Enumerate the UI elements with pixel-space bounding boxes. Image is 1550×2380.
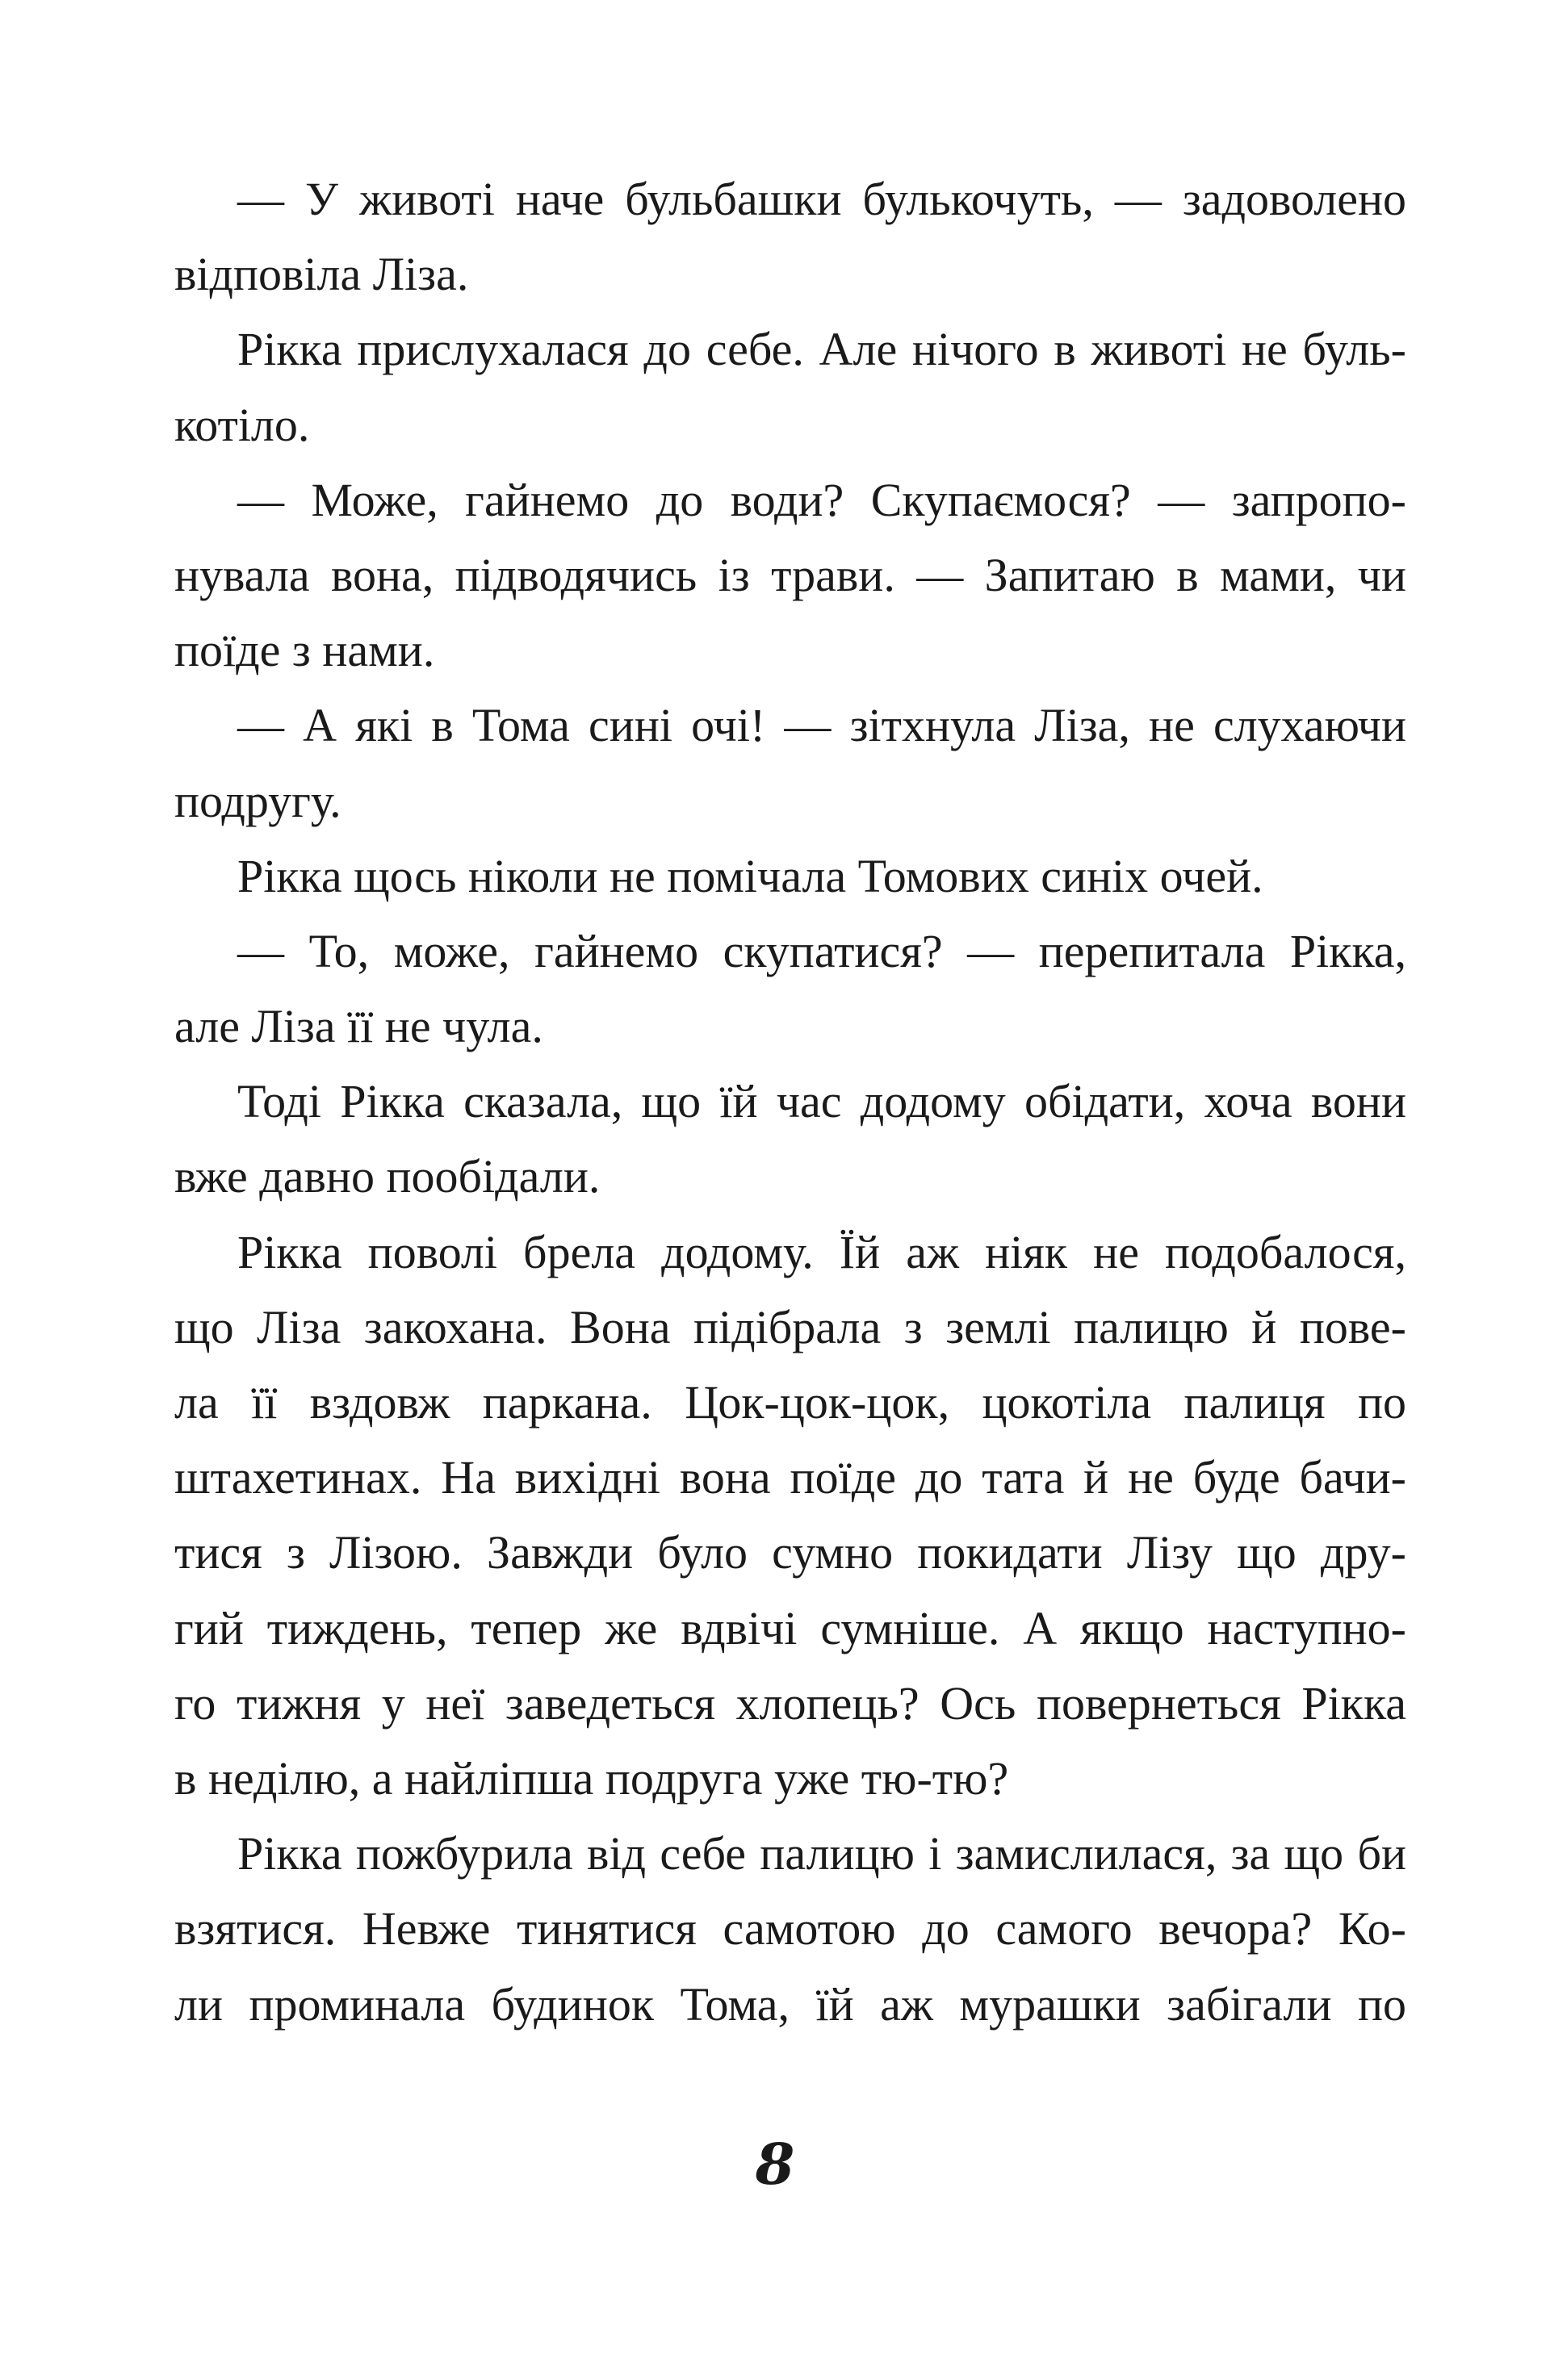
text-line: ли проминала будинок Тома, їй аж мурашки забігали по — [174, 1977, 1406, 2031]
text-line: але Ліза її не чула. — [174, 1000, 543, 1053]
text-line: Рікка поволі брела додому. Їй аж ніяк не подобалося, — [237, 1225, 1406, 1278]
text-line: відповіла Ліза. — [174, 248, 469, 301]
text-line: в неділю, а найліпша подруга уже тю-тю? — [174, 1751, 1009, 1805]
body-text — [174, 161, 1406, 2042]
text-line: Рікка прислухалася до себе. Але нічого в животі не буль- — [237, 323, 1406, 376]
text-line: штахетинах. На вихідні вона поїде до тата й не буде бачи- — [174, 1451, 1406, 1504]
text-line: Рікка пожбурила від себе палицю і замислилася, за що би — [237, 1827, 1406, 1880]
text-line: — У животі наче бульбашки булькочуть, — задоволено — [237, 173, 1406, 225]
text-line: нувала вона, підводячись із трави. — Запитаю в мами, чи — [174, 548, 1406, 601]
text-line: — А які в Тома сині очі! — зітхнула Ліза, не слухаючи — [237, 699, 1406, 752]
text-line: котіло. — [174, 398, 310, 451]
text-line: вже давно пообідали. — [174, 1150, 601, 1203]
text-line: тися з Лізою. Завжди було сумно покидати Лізу що дру- — [174, 1526, 1406, 1579]
text-line: го тижня у неї заведеться хлопець? Ось повернеться Рікка — [174, 1676, 1406, 1730]
text-line: Тоді Рікка сказала, що їй час додому обідати, хоча вони — [237, 1075, 1406, 1128]
text-line: ла її вздовж паркана. Цок-цок-цок, цокотіла палиця по — [174, 1376, 1406, 1428]
text-line: взятися. Невже тинятися самотою до самого вечора? Ко- — [174, 1902, 1406, 1955]
page-number: 8 — [755, 2131, 795, 2198]
text-line: — То, може, гайнемо скупатися? — перепитала Рікка, — [237, 924, 1406, 977]
text-line: поїде з нами. — [174, 624, 435, 677]
text-line: подругу. — [174, 774, 341, 827]
text-line: гий тиждень, тепер же вдвічі сумніше. А якщо наступно- — [174, 1601, 1406, 1654]
text-line: Рікка щось ніколи не помічала Томових синіх очей. — [237, 849, 1263, 902]
text-line: що Ліза закохана. Вона підібрала з землі палицю й пове- — [174, 1300, 1406, 1353]
text-line: — Може, гайнемо до води? Скупаємося? — запропо- — [237, 473, 1406, 526]
